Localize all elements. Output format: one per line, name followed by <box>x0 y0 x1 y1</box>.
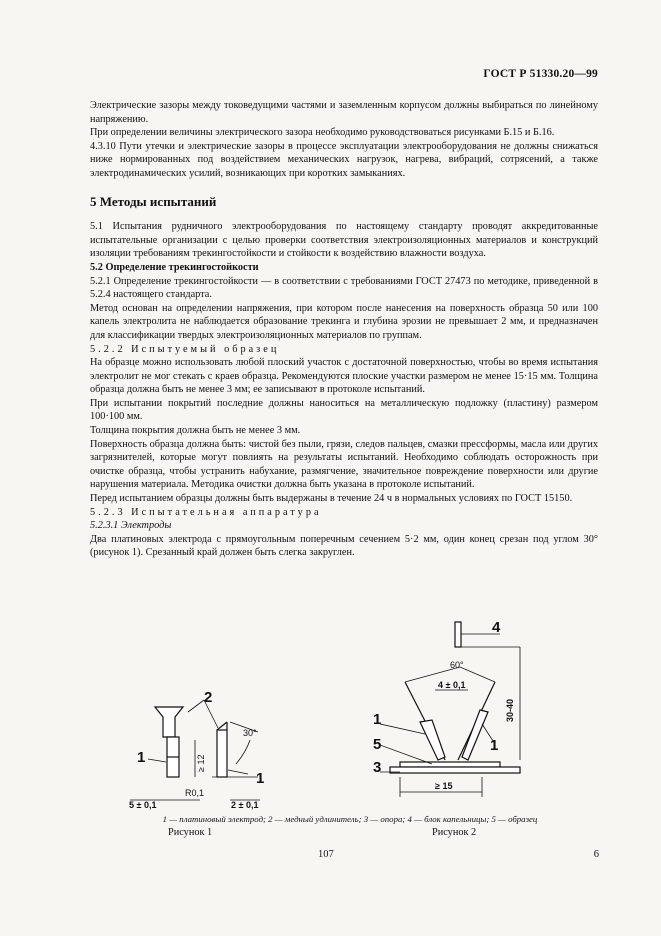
paragraph: 4.3.10 Пути утечки и электрические зазоры в процессе эксплуатации электрооборудования не должны снижаться ниже нормированных под воздействием механических нагрузок, нагрева, вибраций, сотрясений, а также электродинамических усилий, возникающих при коротких замыканиях. <box>90 140 598 179</box>
figure-1-title: Рисунок 1 <box>168 827 213 838</box>
fig1-label-1: 1 <box>137 749 146 766</box>
subsection-title: 5.2.3.1 Электроды <box>90 520 172 532</box>
figures-drawing <box>100 612 600 812</box>
paragraph: 5.1 Испытания рудничного электрооборудования по настоящему стандарту проводят аккредитованные испытательные организации с целью проверки соответствия электроизоляционных материалов и конструкций изоляции требованиям трекингостойкости и стойкости к воздействию влажности воздуха. <box>90 221 598 260</box>
paragraph: При определении величины электрического зазора необходимо руководствоваться рисунками Б.15 и Б.16. <box>90 127 555 139</box>
fig2-label-4: 4 <box>492 619 501 636</box>
fig1-angle: 30° <box>243 728 257 738</box>
paragraph: При испытании покрытий последние должны наноситься на металлическую подложку (пластину) размером 100·100 мм. <box>90 397 598 423</box>
fig2-angle-60: 60° <box>450 660 464 670</box>
fig2-dim-4: 4 ± 0,1 <box>438 680 466 690</box>
subsection-title: 5.2.3 Испытательная аппаратура <box>90 506 322 518</box>
paragraph: Толщина покрытия должна быть не менее 3 мм. <box>90 425 301 437</box>
fig2-dim-30-40: 30-40 <box>505 698 515 722</box>
figure-2-title: Рисунок 2 <box>432 827 477 838</box>
document-body <box>90 99 598 560</box>
fig1-dim-5: 5 ± 0,1 <box>129 800 157 810</box>
fig2-label-1a: 1 <box>373 711 382 728</box>
paragraph: 5.2.1 Определение трекингостойкости — в соответствии с требованиями ГОСТ 27473 по методике, приведенной в 5.2.4 настоящего стандарта. <box>90 275 598 301</box>
subsection-title: 5.2.2 Испытуемый образец <box>90 343 280 355</box>
paragraph: На образце можно использовать любой плоский участок с достаточной поверхностью, чтобы во время испытания электролит не мог стекать с краев образца. Рекомендуются плоские участки размером не менее 15·15 мм. Толщина образца должна быть не менее 3 мм; ее записывают в протоколе испытаний. <box>90 357 598 396</box>
paragraph: Метод основан на определении напряжения, при котором после нанесения на поверхность образца 50 или 100 капель электролита не наблюдается образование трекинга и глубина эрозии не превышает 2 мм, и предназначен для классификации твердых электроизоляционных материалов по группам. <box>90 302 598 341</box>
section-title: 5 Методы испытаний <box>90 193 217 209</box>
fig1-radius: R0,1 <box>185 788 205 798</box>
fig1-dim-12: ≥ 12 <box>196 754 206 772</box>
subsection-title: 5.2 Определение трекингостойкости <box>90 261 259 273</box>
paragraph: Два платиновых электрода с прямоугольным поперечным сечением 5·2 мм, один конец срезан под углом 30° (рисунок 1). Срезанный край должен быть слегка закруглен. <box>90 533 598 559</box>
document-header: ГОСТ Р 51330.20—99 <box>483 68 598 80</box>
paragraph: Поверхность образца должна быть: чистой без пыли, грязи, следов пальцев, смазки прессформы, масла или других загрязнителей, которые могут повлиять на результаты испытаний. Необходимо соблюдать осторожность при очистке образца, чтобы устранить набухание, размягчение, значительное повреждение поверхности или другие нарушения материала. Методика очистки должна быть указана в протоколе испытаний. <box>90 438 598 491</box>
paragraph: Перед испытанием образцы должны быть выдержаны в течение 24 ч в нормальных условиях по ГОСТ 15150. <box>90 493 573 505</box>
fig2-label-1b: 1 <box>490 737 499 754</box>
page-number: 107 <box>318 849 334 860</box>
fig2-label-5: 5 <box>373 736 382 753</box>
fig2-dim-15: ≥ 15 <box>435 781 453 791</box>
fig1-label-2: 2 <box>204 689 213 706</box>
fig1-label-1b: 1 <box>256 770 265 787</box>
paragraph: Электрические зазоры между токоведущими частями и заземленным корпусом должны выбираться по линейному напряжению. <box>90 100 598 125</box>
fig2-label-3: 3 <box>373 759 382 776</box>
figure-caption: 1 — платиновый электрод; 2 — медный удлинитель; 3 — опора; 4 — блок капельницы; 5 — образец <box>162 814 538 824</box>
sheet-number: 6 <box>593 849 599 860</box>
fig1-dim-2: 2 ± 0,1 <box>231 800 259 810</box>
